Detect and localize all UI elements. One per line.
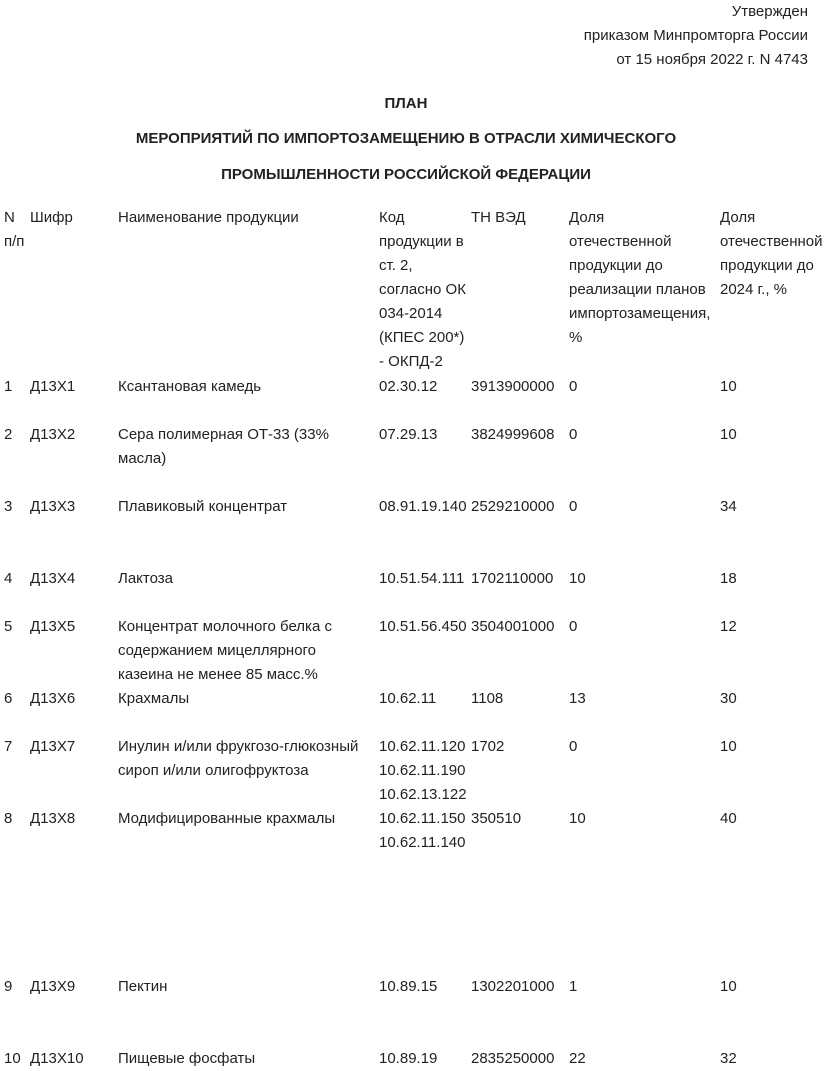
row-tnved [471,495,554,519]
row-name [118,495,287,519]
row-share-before-line: 0 [569,426,578,443]
row-tnved [471,975,554,999]
document-title: ПЛАН [384,95,428,112]
row-name-line: масла) [118,450,167,467]
row-code-line: Д13Х5 [30,618,76,635]
row-share-before-line: 10 [569,570,586,587]
row-okpd [379,615,467,639]
row-code [30,615,75,639]
row-share-before-line: 0 [569,618,578,635]
row-num-line: 4 [4,570,13,587]
row-share-before [569,975,577,999]
row-name-line: Модифицированные крахмалы [118,810,336,827]
row-num-line: 1 [4,378,13,395]
row-tnved [471,375,554,399]
row-tnved [471,735,504,759]
header-share-2024-line: отечественной [720,233,823,250]
row-okpd [379,1047,437,1071]
row-share-2024-line: 40 [720,810,737,827]
row-tnved-line: 1108 [471,690,504,707]
row-okpd-line: 08.91.19.140 [379,498,467,515]
approval-line: Утвержден [731,3,808,20]
row-tnved [471,807,521,831]
row-tnved-line: 2529210000 [471,498,555,515]
row-num [4,735,12,759]
header-num-line: п/п [4,233,25,250]
row-share-before-line: 10 [569,810,586,827]
row-num [4,423,12,447]
header-share-2024-line: 2024 г., % [720,281,788,298]
row-okpd [379,423,437,447]
row-share-before [569,375,577,399]
row-share-2024 [720,615,737,639]
row-tnved [471,567,553,591]
row-name-line: Лактоза [118,570,174,587]
header-share-before-line: импортозамещения, [569,305,711,322]
row-okpd-line: 10.62.11.120 [379,738,466,755]
row-share-before [569,495,577,519]
row-share-before [569,687,586,711]
row-tnved [471,423,554,447]
row-share-2024-line: 10 [720,426,737,443]
row-name [118,975,167,999]
row-share-2024-line: 30 [720,690,737,707]
row-share-2024-line: 10 [720,738,737,755]
row-tnved-line: 1702110000 [471,570,554,587]
row-code [30,423,75,447]
row-tnved-line: 3504001000 [471,618,555,635]
row-name-line: содержанием мицеллярного [118,642,317,659]
row-code [30,495,75,519]
row-num [4,615,12,639]
row-name [118,1047,255,1071]
row-num [4,567,12,591]
row-okpd-line: 10.62.11.150 [379,810,466,827]
row-name-line: Плавиковый концентрат [118,498,288,515]
row-num-line: 9 [4,978,13,995]
row-code-line: Д13Х3 [30,498,76,515]
row-share-before [569,615,577,639]
header-okpd-line: согласно ОК [379,281,466,298]
row-share-before [569,423,577,447]
header-share-2024-line: Доля [720,209,756,226]
row-share-before-line: 13 [569,690,586,707]
header-okpd-line: Код [379,209,405,226]
approval-line: приказом Минпромторга России [583,27,808,44]
row-name [118,375,261,399]
row-num [4,1047,21,1071]
row-num [4,807,12,831]
header-code [30,206,73,230]
row-name-line: Крахмалы [118,690,190,707]
row-num-line: 5 [4,618,13,635]
row-tnved-line: 2835250000 [471,1050,555,1067]
row-code-line: Д13Х4 [30,570,76,587]
header-name-line: Наименование продукции [118,209,299,226]
row-okpd [379,735,467,807]
row-share-before-line: 0 [569,378,578,395]
row-code [30,687,75,711]
header-share-before-line: продукции до [569,257,663,274]
row-tnved [471,1047,554,1071]
row-share-2024-line: 34 [720,498,737,515]
row-okpd [379,687,436,711]
row-name-line: Пищевые фосфаты [118,1050,256,1067]
row-code-line: Д13Х7 [30,738,76,755]
row-share-2024-line: 18 [720,570,737,587]
row-name-line: сироп и/или олигофруктоза [118,762,309,779]
header-okpd-line: - ОКПД-2 [379,353,443,370]
header-okpd [379,206,466,374]
row-tnved-line: 1702 [471,738,505,755]
header-share-before-line: % [569,329,583,346]
row-num-line: 3 [4,498,13,515]
row-num [4,975,12,999]
row-share-before-line: 1 [569,978,578,995]
row-num-line: 8 [4,810,13,827]
row-code-line: Д13Х8 [30,810,76,827]
row-tnved-line: 3824999608 [471,426,555,443]
header-share-before [569,206,710,350]
approval-block [584,0,808,72]
row-name-line: Концентрат молочного белка с [118,618,332,635]
row-num [4,687,12,711]
row-share-before [569,807,586,831]
row-share-2024-line: 12 [720,618,737,635]
row-okpd [379,807,465,855]
row-share-2024 [720,735,737,759]
row-share-before [569,1047,586,1071]
header-share-before-line: реализации планов [569,281,706,298]
row-name [118,423,329,471]
row-tnved [471,687,503,711]
row-share-2024 [720,423,737,447]
header-share-2024 [720,206,823,302]
header-name [118,206,299,230]
header-share-before-line: отечественной [569,233,672,250]
row-name-line: казеина не менее 85 масс.% [118,666,318,683]
header-okpd-line: 034-2014 [379,305,443,322]
header-code-line: Шифр [30,209,73,226]
row-share-before-line: 0 [569,738,578,755]
row-tnved [471,615,554,639]
row-code [30,1047,84,1071]
row-okpd-line: 10.62.11.190 [379,762,466,779]
header-tnved-line: ТН ВЭД [471,209,526,226]
row-share-2024 [720,807,737,831]
row-okpd-line: 10.51.56.450 [379,618,467,635]
header-okpd-line: (КПЕС 200*) [379,329,465,346]
row-num-line: 6 [4,690,13,707]
row-share-before-line: 0 [569,498,578,515]
row-code [30,975,75,999]
row-share-2024-line: 10 [720,978,737,995]
row-okpd [379,495,467,519]
row-name-line: Пектин [118,978,168,995]
row-share-2024 [720,1047,737,1071]
row-name [118,807,335,831]
row-okpd [379,975,437,999]
row-code [30,567,75,591]
row-tnved-line: 1302201000 [471,978,555,995]
approval-line: от 15 ноября 2022 г. N 4743 [616,51,808,68]
row-num [4,495,12,519]
header-tnved [471,206,526,230]
row-name [118,615,332,687]
row-num-line: 10 [4,1050,21,1067]
row-tnved-line: 3913900000 [471,378,555,395]
row-okpd-line: 10.62.11 [379,690,437,707]
header-num-line: N [4,209,15,226]
row-code-line: Д13Х2 [30,426,76,443]
row-share-2024 [720,975,737,999]
row-num-line: 2 [4,426,13,443]
row-name-line: Сера полимерная ОТ-33 (33% [118,426,329,443]
row-name [118,687,189,711]
row-tnved-line: 350510 [471,810,522,827]
row-share-before [569,735,577,759]
row-okpd [379,567,464,591]
row-okpd-line: 02.30.12 [379,378,438,395]
row-okpd-line: 10.51.54.111 [379,570,465,587]
row-code-line: Д13Х1 [30,378,76,395]
row-okpd-line: 07.29.13 [379,426,438,443]
row-code-line: Д13Х6 [30,690,76,707]
row-okpd-line: 10.62.11.140 [379,834,466,851]
row-name-line: Инулин и/или фрукгозо-глюкозный [118,738,359,755]
row-share-2024 [720,375,737,399]
row-share-2024 [720,495,737,519]
header-share-before-line: Доля [569,209,605,226]
row-code-line: Д13Х10 [30,1050,84,1067]
document-subtitle: ПРОМЫШЛЕННОСТИ РОССИЙСКОЙ ФЕДЕРАЦИИ [221,166,591,183]
row-name-line: Ксантановая камедь [118,378,262,395]
row-num [4,375,12,399]
row-code [30,735,75,759]
row-okpd-line: 10.62.13.122 [379,786,467,803]
row-share-2024 [720,687,737,711]
row-okpd-line: 10.89.15 [379,978,438,995]
row-name [118,567,173,591]
row-okpd [379,375,437,399]
header-share-2024-line: продукции до [720,257,814,274]
row-share-2024 [720,567,737,591]
document-subtitle: МЕРОПРИЯТИЙ ПО ИМПОРТОЗАМЕЩЕНИЮ В ОТРАСЛИ ХИМИЧЕСКОГО [135,130,677,147]
header-okpd-line: ст. 2, [379,257,413,274]
row-share-2024-line: 10 [720,378,737,395]
row-code [30,375,75,399]
row-share-before-line: 22 [569,1050,586,1067]
row-share-before [569,567,586,591]
row-okpd-line: 10.89.19 [379,1050,438,1067]
row-code [30,807,75,831]
header-num [4,206,24,254]
row-code-line: Д13Х9 [30,978,76,995]
row-num-line: 7 [4,738,13,755]
row-share-2024-line: 32 [720,1050,737,1067]
header-okpd-line: продукции в [379,233,464,250]
row-name [118,735,358,783]
